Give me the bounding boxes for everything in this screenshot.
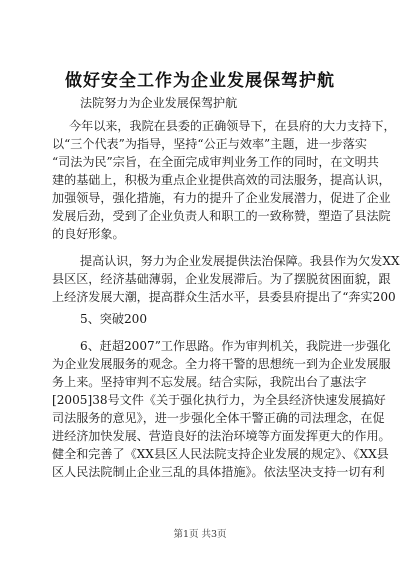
body-line: 务上来。坚持审判不忘发展。结合实际，我院出台了惠法字 xyxy=(52,375,367,389)
body-line: [2005]38号文件《关于强化执行力，为全县经济快速发展搞好 xyxy=(52,393,386,407)
body-line: 健全和完善了《XX县区人民法院支持企业发展的规定》、《XX县 xyxy=(52,447,389,461)
body-line: 以“三个代表”为指导，坚持“公正与效率”主题，进一步落实 xyxy=(52,137,367,151)
body-line: 的良好形象。 xyxy=(52,227,125,241)
body-line: 提高认识，努力为企业发展提供法治保障。我县作为欠发XX xyxy=(80,254,400,268)
body-line: 上经济发展大潮，提高群众生活水平，县委县府提出了“奔实200 xyxy=(52,290,396,304)
body-line: 建的基础上，积极为重点企业提供高效的司法服务，提高认识， xyxy=(52,173,391,187)
body-line: “司法为民”宗旨，在全面完成审判业务工作的同时，在文明共 xyxy=(52,155,379,169)
body-line: 为企业发展服务的观念。全力将干警的思想统一到为企业发展服 xyxy=(52,357,391,371)
page-number: 第1页 共3页 xyxy=(173,529,227,540)
document-title: 做好安全工作为企业发展保驾护航 xyxy=(65,71,335,91)
body-line: 加强领导，强化措施，有力的提升了企业发展潜力，促进了企业 xyxy=(52,191,391,205)
body-line: 5、突破200 xyxy=(80,312,148,326)
body-line: 区人民法院制止企业三乱的具体措施》。依法坚决支持一切有利 xyxy=(52,465,385,479)
subtitle-line: 法院努力为企业发展保驾护航 xyxy=(80,96,238,110)
body-line: 县区区，经济基础薄弱，企业发展滞后。为了摆脱贫困面貌，跟 xyxy=(52,272,391,286)
body-line: 6、赶超2007”工作思路。作为审判机关，我院进一步强化 xyxy=(80,339,391,353)
body-line: 司法服务的意见》，进一步强化全体干警正确的司法理念，在促 xyxy=(52,411,385,425)
body-line: 发展后劲，受到了企业负责人和职工的一致称赞，塑造了县法院 xyxy=(52,209,391,223)
body-line: 进经济加快发展、营造良好的法治环境等方面发挥更大的作用。 xyxy=(52,429,391,443)
body-line: 今年以来，我院在县委的正确领导下，在县府的大力支持下， xyxy=(69,119,396,133)
